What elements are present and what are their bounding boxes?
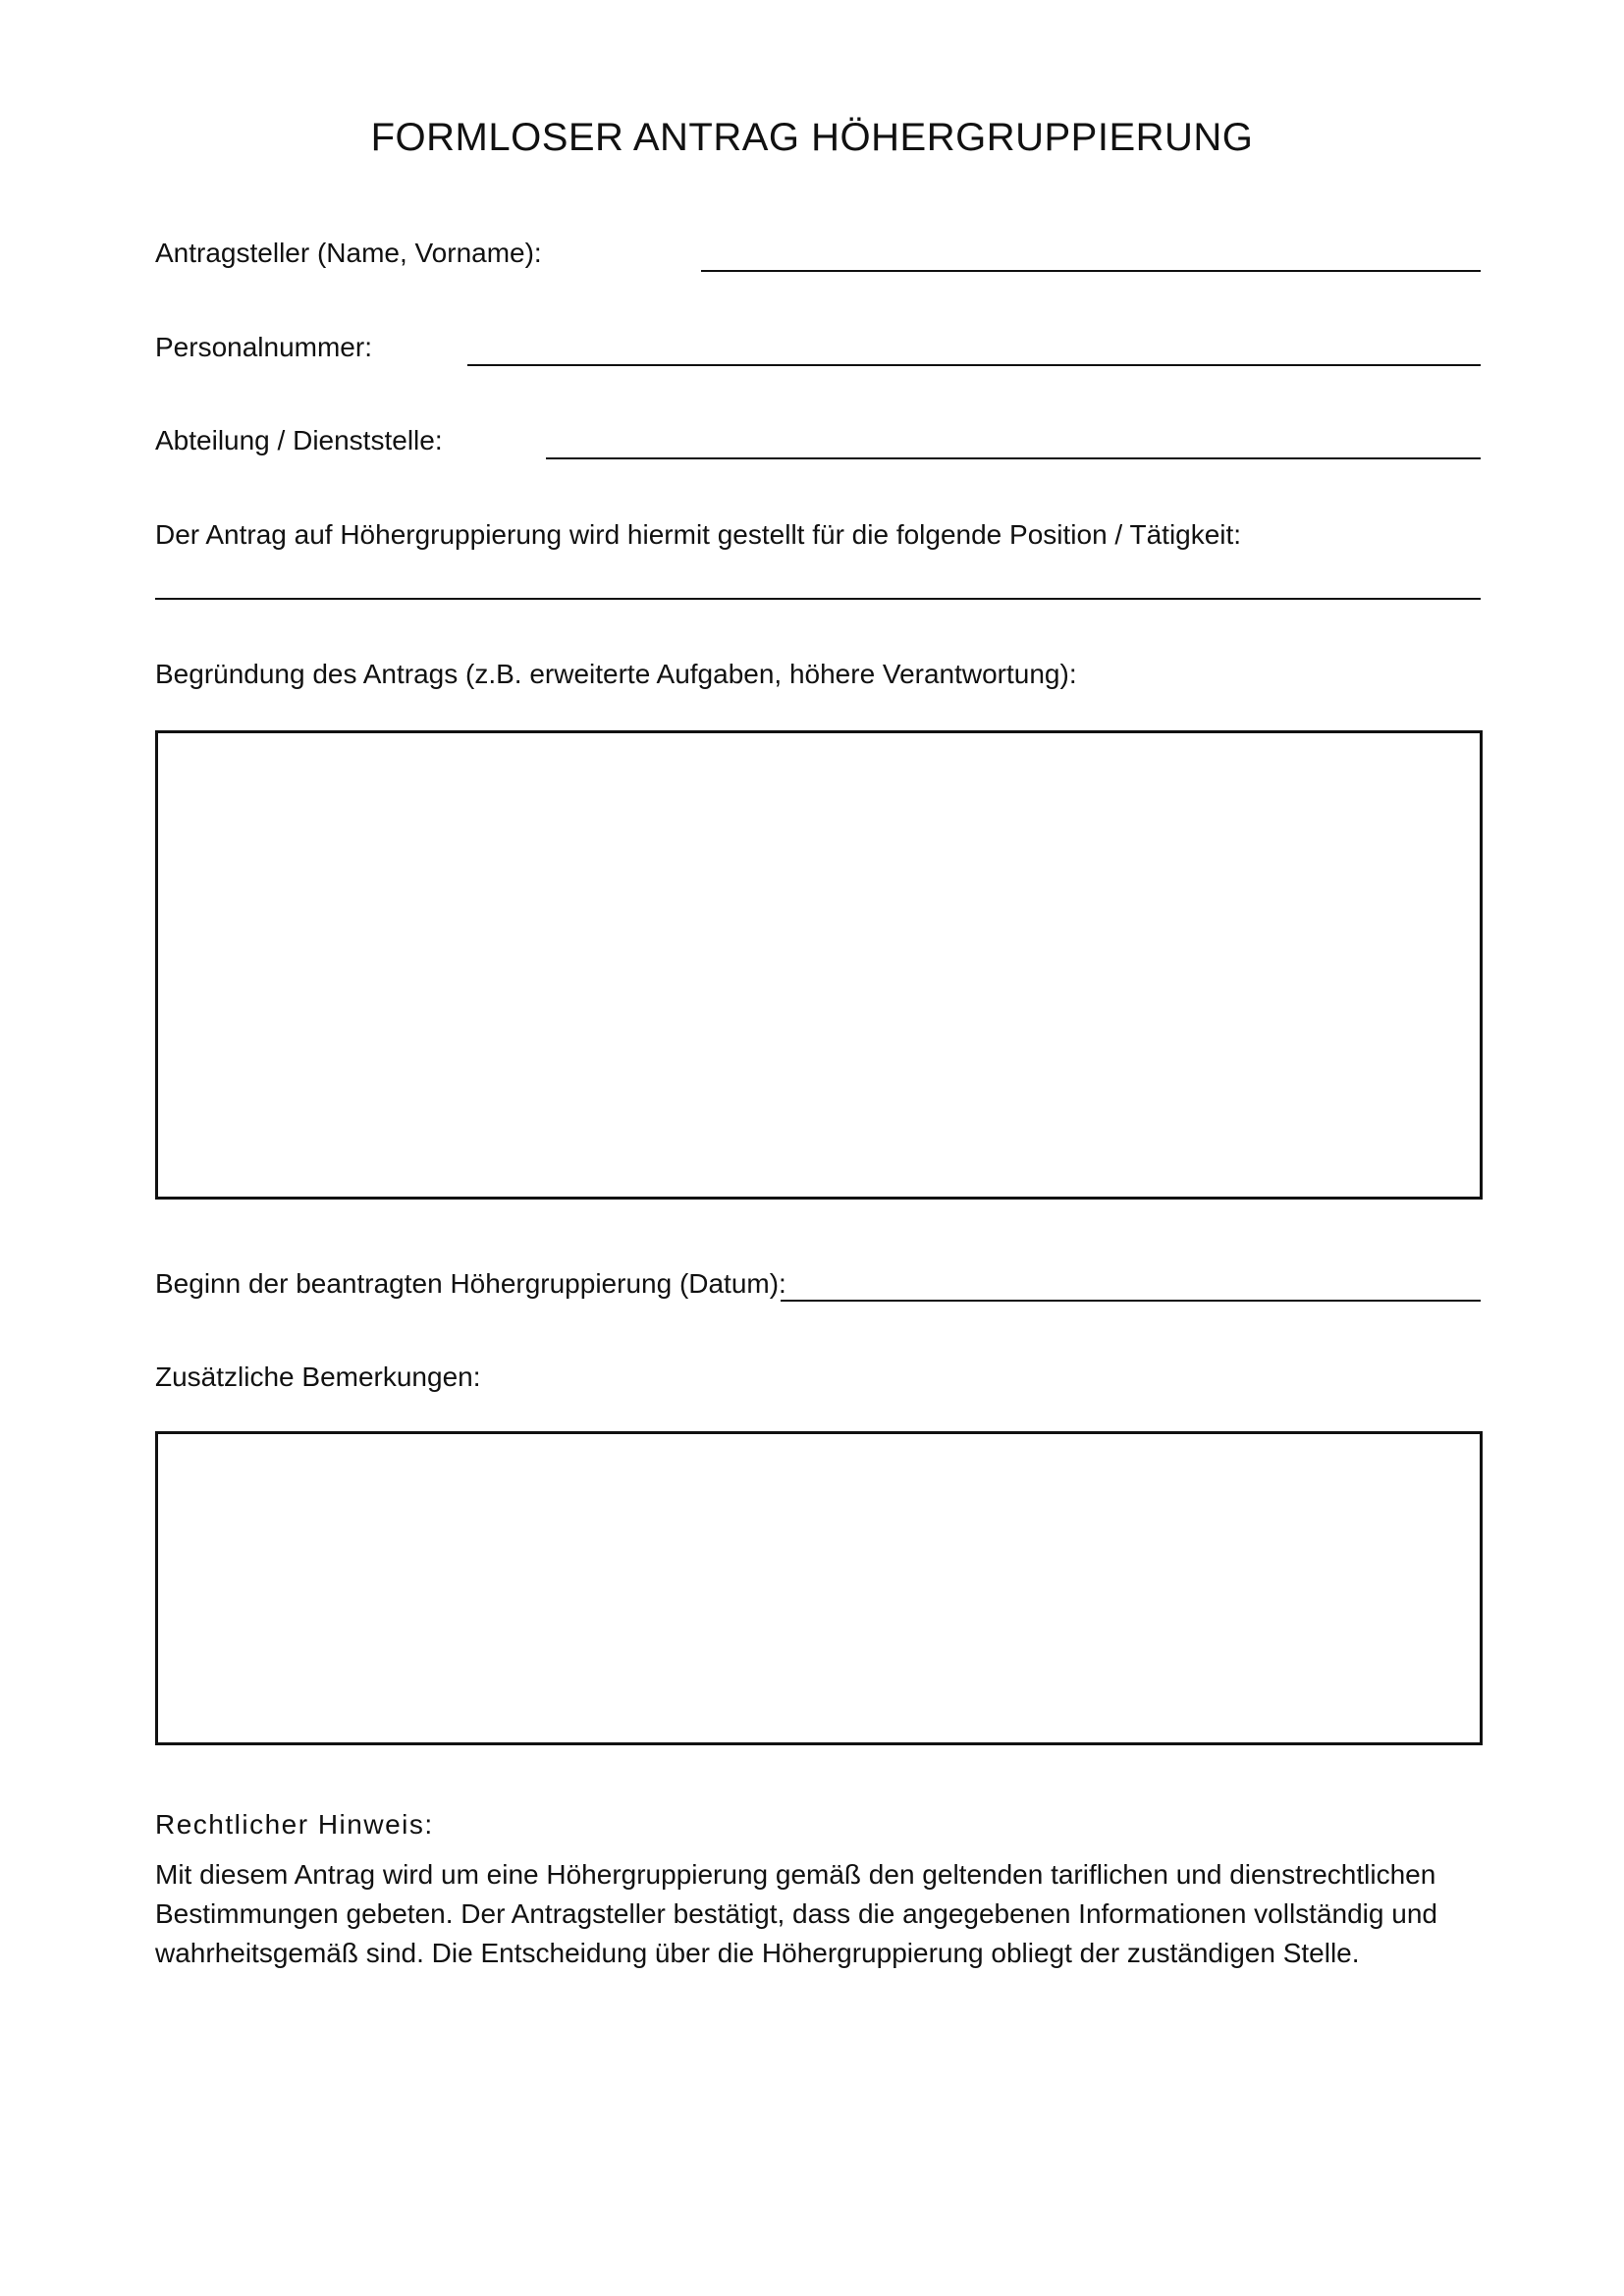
position-label: Der Antrag auf Höhergruppierung wird hiermit gestellt für die folgende Position / Tätigkeit: xyxy=(155,519,1242,550)
department-label: Abteilung / Dienststelle: xyxy=(155,425,443,455)
form-title: FORMLOSER ANTRAG HÖHERGRUPPIERUNG xyxy=(370,116,1254,159)
justification-textbox[interactable] xyxy=(155,730,1483,1200)
remarks-textbox[interactable] xyxy=(155,1431,1483,1745)
applicant-label: Antragsteller (Name, Vorname): xyxy=(155,238,542,268)
justification-label: Begründung des Antrags (z.B. erweiterte Aufgaben, höhere Verantwortung): xyxy=(155,659,1077,689)
department-input-line[interactable] xyxy=(546,457,1481,459)
remarks-label: Zusätzliche Bemerkungen: xyxy=(155,1362,481,1392)
personnel-number-label: Personalnummer: xyxy=(155,332,372,362)
start-date-label: Beginn der beantragten Höhergruppierung (Datum): xyxy=(155,1268,786,1299)
legal-notice-text: Mit diesem Antrag wird um eine Höhergruppierung gemäß den geltenden tariflichen und dienstrechtlichen Bestimmungen gebeten. Der Antragsteller bestätigt, dass die angegebenen Informationen vollständig und wahrheitsgemäß sind. Die Entscheidung über die Höhergruppierung obliegt der zuständigen Stelle. xyxy=(155,1859,1437,1968)
personnel-number-input-line[interactable] xyxy=(467,364,1481,366)
applicant-input-line[interactable] xyxy=(701,270,1481,272)
legal-notice-heading: Rechtlicher Hinweis: xyxy=(155,1809,434,1840)
start-date-input-line[interactable] xyxy=(781,1300,1481,1302)
position-input-line[interactable] xyxy=(155,598,1481,600)
